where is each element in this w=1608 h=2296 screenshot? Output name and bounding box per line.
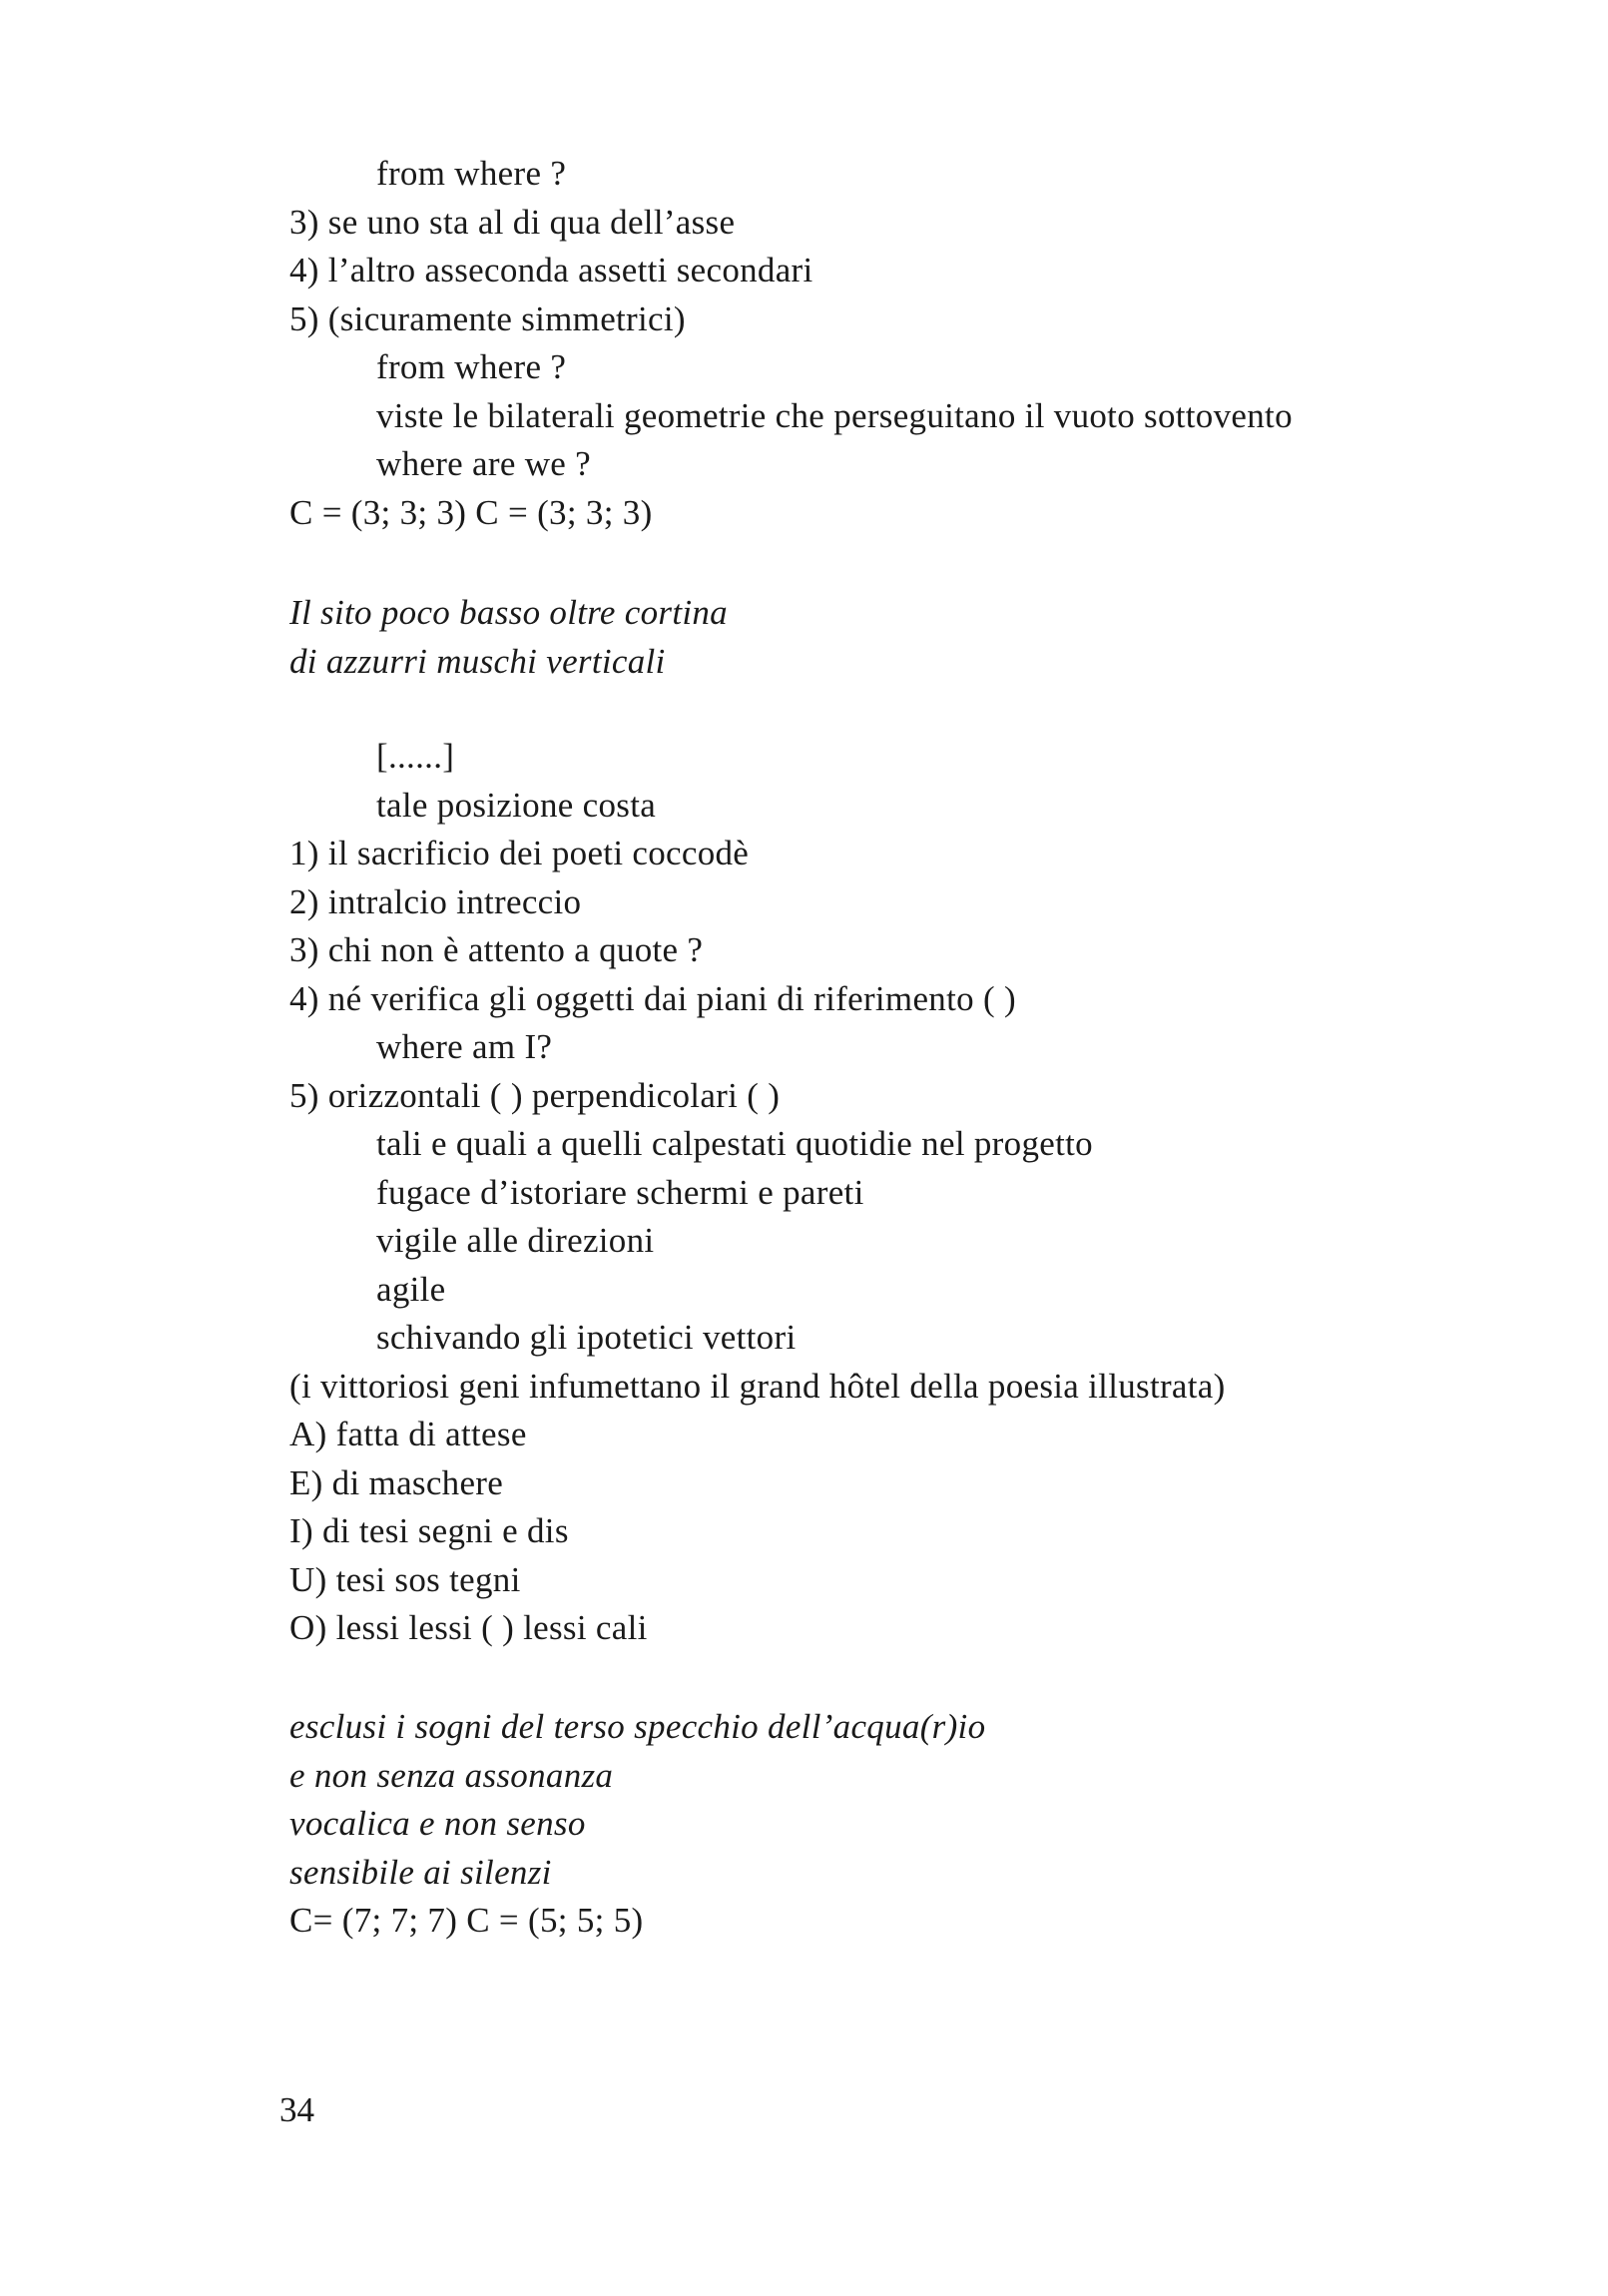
verse-line: agile bbox=[376, 1269, 446, 1309]
verse-line: 4) né verifica gli oggetti dai piani di riferimento ( ) bbox=[289, 978, 1016, 1018]
verse-line: viste le bilaterali geometrie che perseguitano il vuoto sottovento bbox=[376, 395, 1293, 435]
verse-line: 3) chi non è attento a quote ? bbox=[289, 930, 704, 969]
verse-line: E) di maschere bbox=[289, 1462, 504, 1502]
stanza-3 bbox=[0, 733, 1608, 1653]
verse-line: e non senza assonanza bbox=[289, 1755, 614, 1795]
verse-line: 5) (sicuramente simmetrici) bbox=[289, 298, 686, 338]
verse-line: di azzurri muschi verticali bbox=[289, 641, 666, 681]
verse-line: 2) intralcio intreccio bbox=[289, 881, 582, 921]
verse-line: U) tesi sos tegni bbox=[289, 1559, 521, 1599]
verse-line: I) di tesi segni e dis bbox=[289, 1511, 569, 1550]
verse-line: [......] bbox=[376, 737, 455, 776]
verse-line: 5) orizzontali ( ) perpendicolari ( ) bbox=[289, 1075, 781, 1115]
verse-line: 4) l’altro asseconda assetti secondari bbox=[289, 251, 813, 289]
verse-line: vocalica e non senso bbox=[289, 1804, 586, 1843]
verse-line: O) lessi lessi ( ) lessi cali bbox=[289, 1608, 648, 1647]
verse-line: sensibile ai silenzi bbox=[289, 1852, 552, 1892]
verse-line: from where ? bbox=[376, 347, 567, 386]
verse-line: (i vittoriosi geni infumettano il grand hôtel della poesia illustrata) bbox=[289, 1366, 1226, 1406]
verse-line: where am I? bbox=[376, 1027, 553, 1066]
verse-line: fugace d’istoriare schermi e pareti bbox=[376, 1172, 864, 1212]
verse-line: 3) se uno sta al di qua dell’asse bbox=[289, 202, 736, 242]
verse-line: tale posizione costa bbox=[376, 785, 657, 825]
verse-line: Il sito poco basso oltre cortina bbox=[289, 593, 728, 632]
verse-line: schivando gli ipotetici vettori bbox=[376, 1318, 797, 1357]
verse-line: C= (7; 7; 7) C = (5; 5; 5) bbox=[289, 1901, 644, 1940]
verse-line: tali e quali a quelli calpestati quotidie nel progetto bbox=[376, 1124, 1093, 1163]
stanza-1 bbox=[0, 150, 1608, 537]
page-number: 34 bbox=[279, 2090, 314, 2129]
stanza-2 bbox=[0, 589, 1608, 686]
verse-line: where are we ? bbox=[376, 444, 592, 483]
verse-line: esclusi i sogni del terso specchio dell’acqua(r)io bbox=[289, 1707, 986, 1746]
stanza-4 bbox=[0, 1703, 1608, 1946]
verse-line: vigile alle direzioni bbox=[376, 1221, 655, 1260]
verse-line: C = (3; 3; 3) C = (3; 3; 3) bbox=[289, 492, 653, 532]
verse-line: A) fatta di attese bbox=[289, 1415, 527, 1453]
verse-line: 1) il sacrificio dei poeti coccodè bbox=[289, 834, 750, 872]
verse-line: from where ? bbox=[376, 154, 567, 193]
